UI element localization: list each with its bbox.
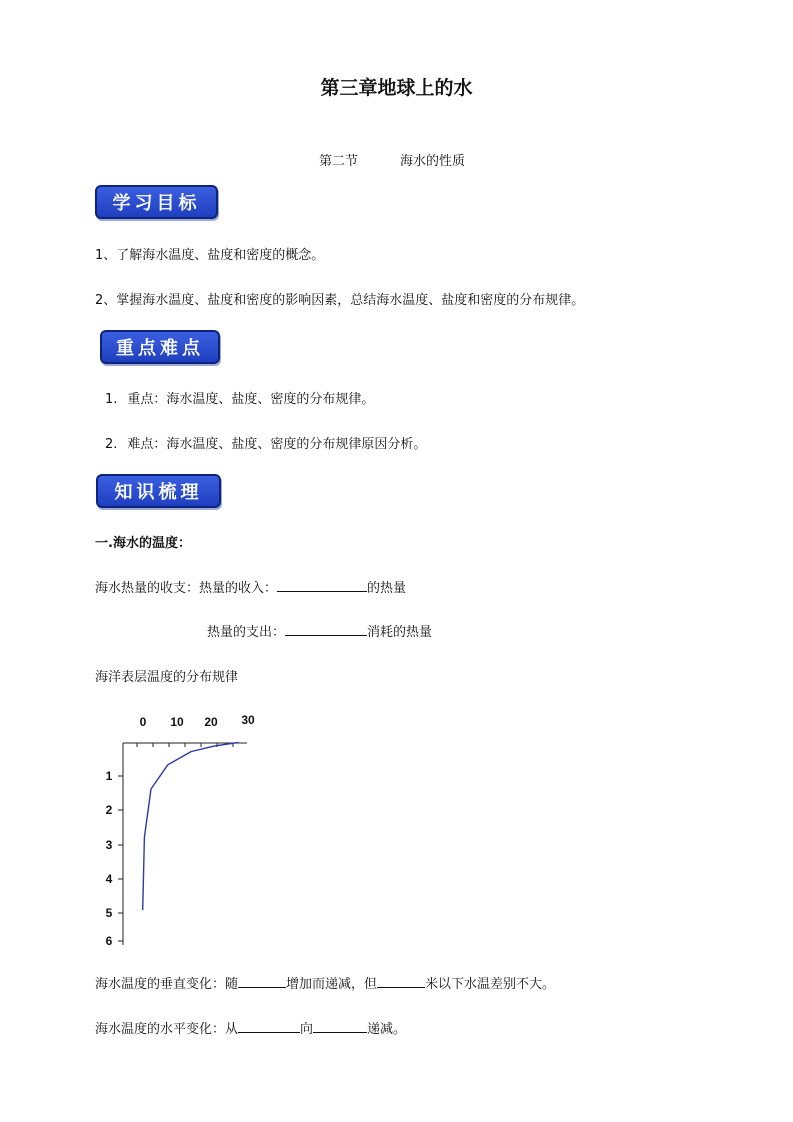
heat-income-suffix: 的热量	[367, 581, 407, 596]
heat-expense-line	[207, 621, 432, 640]
vertical-text-b: 增加而递减，但	[286, 977, 378, 992]
horizontal-text-a: 海水温度的水平变化：从	[95, 1022, 239, 1037]
y-tick-label: 5	[105, 906, 113, 920]
y-tick-label: 3	[105, 838, 113, 852]
y-tick-label: 2	[105, 803, 113, 817]
section-subtitle	[319, 150, 465, 169]
key-number: 2.	[105, 437, 118, 452]
x-tick-label: 30	[241, 713, 255, 727]
horizontal-text-b: 向	[300, 1022, 314, 1037]
knowledge-banner: 知识梳理	[96, 474, 221, 508]
fill-blank[interactable]	[377, 973, 425, 988]
y-tick-label: 4	[105, 872, 113, 886]
heat-income-label: 热量的收入：	[199, 581, 278, 596]
x-tick-label: 10	[170, 715, 184, 729]
goal-item-2: 2、掌握海水温度、盐度和密度的影响因素，总结海水温度、盐度和密度的分布规律。	[95, 293, 585, 308]
heat-income-line	[95, 577, 406, 596]
key-text: 重点：海水温度、盐度、密度的分布规律。	[127, 392, 375, 407]
key-number: 1.	[105, 392, 118, 407]
temperature-curve	[143, 743, 239, 911]
key-text: 难点：海水温度、盐度、密度的分布规律原因分析。	[127, 437, 427, 452]
horizontal-change-line	[95, 1018, 406, 1037]
section-name: 海水的性质	[400, 154, 466, 169]
keys-banner: 重点难点	[100, 330, 220, 364]
goal-item-1: 1、了解海水温度、盐度和密度的概念。	[95, 248, 325, 263]
fill-blank[interactable]	[285, 621, 367, 636]
vertical-text-c: 米以下水温差别不大。	[425, 977, 556, 992]
heat-expense-label: 热量的支出：	[207, 625, 286, 640]
temperature-depth-chart	[95, 705, 275, 955]
fill-blank[interactable]	[238, 973, 286, 988]
section-number: 第二节	[319, 154, 359, 169]
vertical-change-line	[95, 973, 555, 992]
vertical-text-a: 海水温度的垂直变化：随	[95, 977, 239, 992]
y-tick-label: 6	[105, 934, 113, 948]
surface-distribution-label: 海洋表层温度的分布规律	[95, 670, 239, 685]
fill-blank[interactable]	[313, 1018, 367, 1033]
page-title: 第三章地球上的水	[320, 77, 473, 99]
heat-budget-label: 海水热量的收支：	[95, 581, 200, 596]
fill-blank[interactable]	[277, 577, 367, 592]
key-item-2	[105, 433, 426, 452]
fill-blank[interactable]	[238, 1018, 300, 1033]
horizontal-text-c: 递减。	[367, 1022, 407, 1037]
temperature-heading: 一.海水的温度：	[95, 536, 191, 551]
heat-expense-suffix: 消耗的热量	[367, 625, 433, 640]
x-tick-label: 0	[139, 715, 147, 729]
key-item-1	[105, 388, 374, 407]
y-tick-label: 1	[105, 769, 113, 783]
goals-banner: 学习目标	[95, 185, 218, 219]
x-tick-label: 20	[204, 715, 218, 729]
